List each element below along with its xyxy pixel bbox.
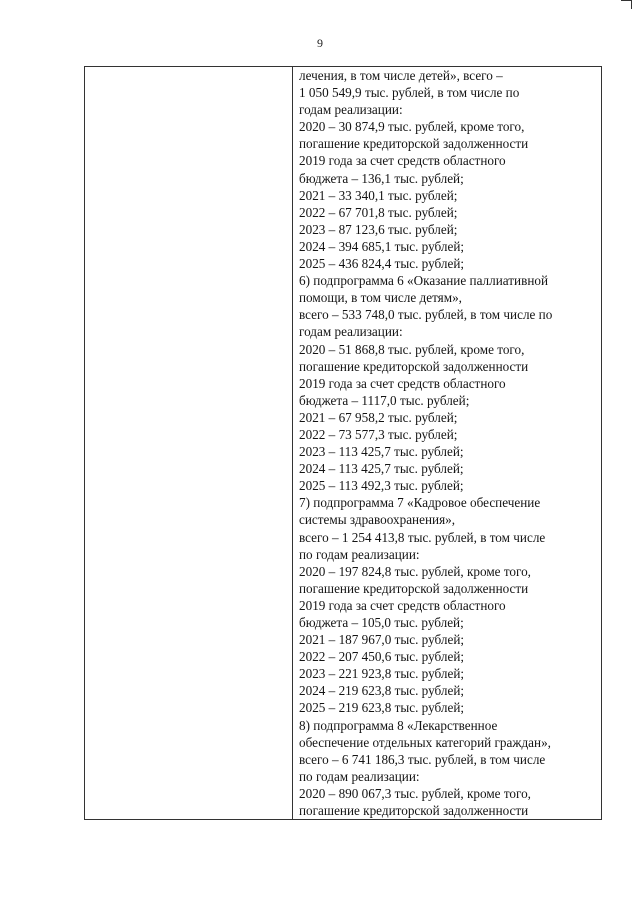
- text-line: обеспечение отдельных категорий граждан»,: [299, 734, 551, 750]
- text-line: 2022 – 207 450,6 тыс. рублей;: [299, 649, 465, 665]
- text-line: годам реализации:: [299, 324, 403, 340]
- text-line: 2021 – 67 958,2 тыс. рублей;: [299, 409, 458, 425]
- text-line: по годам реализации:: [299, 546, 420, 562]
- text-line: 2021 – 187 967,0 тыс. рублей;: [299, 632, 465, 648]
- text-line: 8) подпрограмма 8 «Лекарственное: [299, 717, 498, 733]
- text-line: 2023 – 113 425,7 тыс. рублей;: [299, 444, 464, 460]
- text-line: 2025 – 219 623,8 тыс. рублей;: [299, 700, 465, 716]
- text-line: погашение кредиторской задолженности: [299, 358, 529, 374]
- text-line: бюджета – 1117,0 тыс. рублей;: [299, 392, 470, 408]
- text-line: бюджета – 105,0 тыс. рублей;: [299, 615, 464, 630]
- text-line: 2024 – 394 685,1 тыс. рублей;: [299, 238, 465, 254]
- text-line: 2019 года за счет средств областного: [299, 597, 506, 613]
- text-line: 2022 – 73 577,3 тыс. рублей;: [299, 426, 458, 442]
- text-line: погашение кредиторской задолженности: [299, 136, 529, 152]
- text-line: 2020 – 890 067,3 тыс. рублей, кроме того,: [299, 785, 531, 801]
- text-line: 2022 – 67 701,8 тыс. рублей;: [299, 204, 458, 220]
- table-right-cell: [299, 67, 595, 819]
- text-line: погашение кредиторской задолженности: [299, 580, 529, 596]
- text-line: 7) подпрограмма 7 «Кадровое обеспечение: [299, 495, 541, 511]
- text-line: 2023 – 221 923,8 тыс. рублей;: [299, 666, 465, 682]
- column-divider: [292, 67, 293, 819]
- text-line: 2023 – 87 123,6 тыс. рублей;: [299, 221, 458, 237]
- text-line: 2025 – 436 824,4 тыс. рублей;: [299, 256, 465, 272]
- text-line: системы здравоохранения»,: [299, 512, 456, 528]
- text-line: 2025 – 113 492,3 тыс. рублей;: [299, 478, 464, 494]
- text-line: 2024 – 113 425,7 тыс. рублей;: [299, 461, 464, 477]
- text-line: 2024 – 219 623,8 тыс. рублей;: [299, 683, 465, 699]
- text-line: лечения, в том числе детей», всего –: [299, 68, 503, 83]
- text-line: 1 050 549,9 тыс. рублей, в том числе по: [299, 85, 520, 101]
- page-number: 9: [317, 36, 323, 50]
- text-line: погашение кредиторской задолженности: [299, 803, 529, 819]
- text-line: всего – 1 254 413,8 тыс. рублей, в том числе: [299, 529, 546, 545]
- text-line: годам реализации:: [299, 102, 403, 118]
- table-left-cell: [85, 67, 292, 819]
- text-line: 2020 – 51 868,8 тыс. рублей, кроме того,: [299, 341, 525, 357]
- text-line: 2020 – 197 824,8 тыс. рублей, кроме того,: [299, 563, 531, 579]
- page-corner-mark: [621, 0, 632, 9]
- text-line: всего – 533 748,0 тыс. рублей, в том числе по: [299, 307, 553, 323]
- text-line: по годам реализации:: [299, 768, 420, 784]
- text-line: 6) подпрограмма 6 «Оказание паллиативной: [299, 273, 549, 289]
- text-line: всего – 6 741 186,3 тыс. рублей, в том числе: [299, 751, 546, 767]
- text-line: 2021 – 33 340,1 тыс. рублей;: [299, 187, 458, 203]
- text-line: 2020 – 30 874,9 тыс. рублей, кроме того,: [299, 119, 525, 135]
- text-line: бюджета – 136,1 тыс. рублей;: [299, 170, 464, 186]
- text-line: помощи, в том числе детям»,: [299, 290, 462, 306]
- budget-table: [84, 66, 602, 820]
- text-line: 2019 года за счет средств областного: [299, 153, 506, 169]
- text-line: 2019 года за счет средств областного: [299, 375, 506, 391]
